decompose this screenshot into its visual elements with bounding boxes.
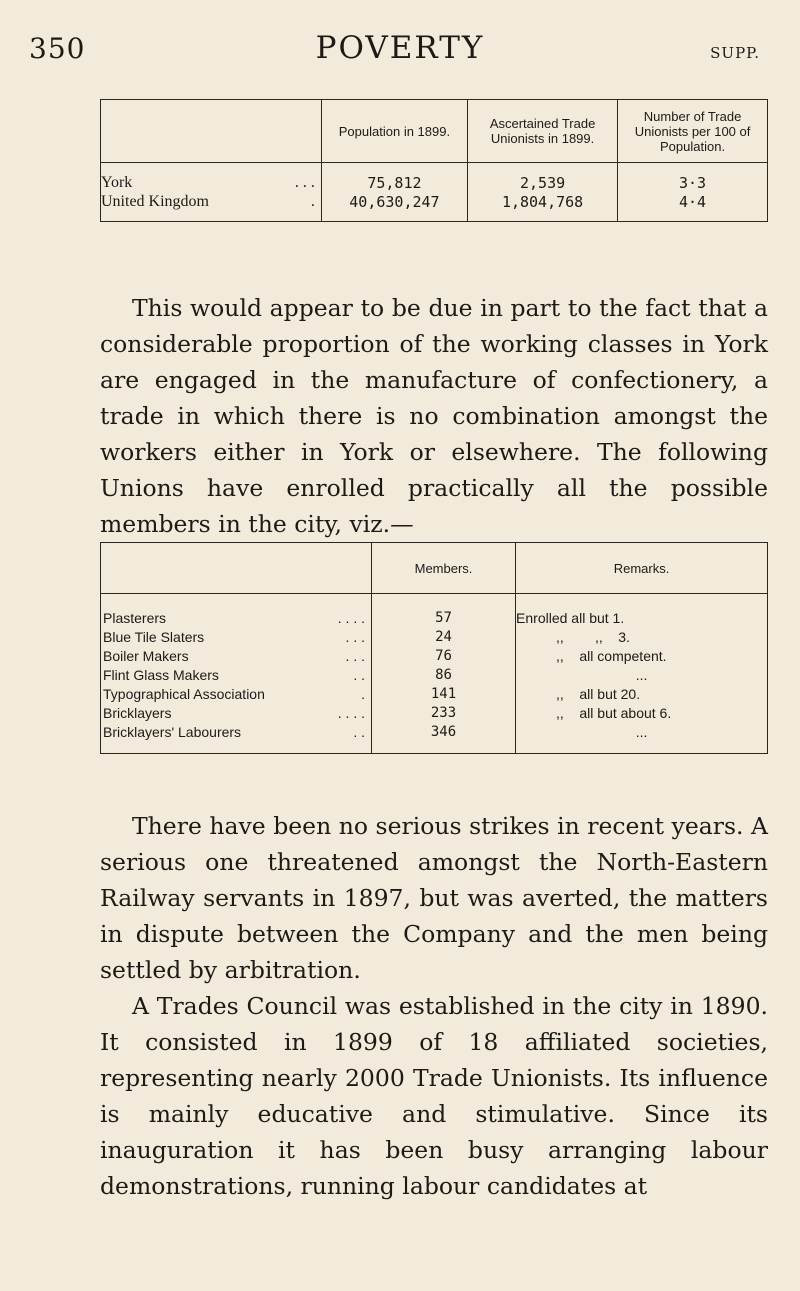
per100-cell: 3·3 xyxy=(618,163,768,193)
table-header-cell: Members. xyxy=(372,543,516,594)
remarks-cell: ,, all but about 6. xyxy=(516,703,768,722)
table-row xyxy=(101,192,768,222)
table-row xyxy=(101,594,768,628)
paragraph-text: This would appear to be due in part to the fact that a considerable proportion of the working classes in York are engaged in the manufacture of confectionery, a trade in which there is no combination amongst the workers either in York or elsewhere. The following Unions have enrolled practically all the possible members in the city, viz.— xyxy=(100,294,768,538)
union-cell: Bricklayers . . . . xyxy=(103,704,365,721)
members-cell: 24 xyxy=(372,627,516,646)
union-cell: Flint Glass Makers . . xyxy=(103,666,365,683)
table-row xyxy=(101,163,768,193)
unionists-cell: 1,804,768 xyxy=(468,192,618,222)
table-row xyxy=(101,646,768,665)
table-row xyxy=(101,684,768,703)
remarks-cell: ,, ,, 3. xyxy=(516,627,768,646)
running-title: POVERTY xyxy=(315,30,485,66)
members-cell: 76 xyxy=(372,646,516,665)
table-header-cell: Number of Trade Unionists per 100 of Population. xyxy=(618,100,768,163)
union-cell: Boiler Makers . . . xyxy=(103,647,365,664)
paragraph-text: There have been no serious strikes in recent years. A serious one threatened amongst the North-Eastern Railway servants in 1897, but was averted, the matters in dispute between the Company and the men being settled by arbitration. xyxy=(100,812,768,984)
section-mark: SUPP. xyxy=(710,44,760,62)
population-cell: 75,812 xyxy=(321,163,467,193)
remarks-cell: ... xyxy=(516,665,768,684)
population-cell: 40,630,247 xyxy=(321,192,467,222)
union-cell: Blue Tile Slaters . . . xyxy=(103,628,365,645)
table-header-cell: Ascertained Trade Unionists in 1899. xyxy=(468,100,618,163)
body-paragraph xyxy=(100,290,768,542)
table-row xyxy=(101,665,768,684)
members-cell: 141 xyxy=(372,684,516,703)
table-row xyxy=(101,722,768,754)
place-cell: York . . . xyxy=(101,173,315,191)
union-cell: Bricklayers' Labourers . . xyxy=(103,723,365,740)
per100-cell: 4·4 xyxy=(618,192,768,222)
members-cell: 233 xyxy=(372,703,516,722)
remarks-cell: ,, all competent. xyxy=(516,646,768,665)
body-paragraph xyxy=(100,808,768,1204)
members-cell: 86 xyxy=(372,665,516,684)
unions-table xyxy=(100,542,768,754)
place-cell: United Kingdom . xyxy=(101,192,315,210)
remarks-cell: ... xyxy=(516,722,768,754)
table-header-row xyxy=(101,543,768,594)
trade-unionists-table xyxy=(100,99,768,222)
members-cell: 57 xyxy=(372,594,516,628)
table-row xyxy=(101,627,768,646)
remarks-cell: ,, all but 20. xyxy=(516,684,768,703)
union-cell: Typographical Association . xyxy=(103,685,365,702)
paragraph-text: A Trades Council was established in the city in 1890. It consisted in 1899 of 18 affiliated societies, representing nearly 2000 Trade Unionists. Its influence is mainly educative and stimulative. Since its inauguration it has been busy arranging labour demonstrations, running labour candidates at xyxy=(100,992,768,1200)
table-header-cell xyxy=(101,543,372,594)
table-row xyxy=(101,703,768,722)
table-header-row xyxy=(101,100,768,163)
table-header-cell: Population in 1899. xyxy=(321,100,467,163)
page-header xyxy=(0,30,800,70)
table-header-cell: Remarks. xyxy=(516,543,768,594)
unionists-cell: 2,539 xyxy=(468,163,618,193)
remarks-cell: Enrolled all but 1. xyxy=(516,594,768,628)
union-cell: Plasterers . . . . xyxy=(103,609,365,626)
members-cell: 346 xyxy=(372,722,516,754)
table-header-cell xyxy=(101,100,322,163)
page-number: 350 xyxy=(29,32,86,65)
